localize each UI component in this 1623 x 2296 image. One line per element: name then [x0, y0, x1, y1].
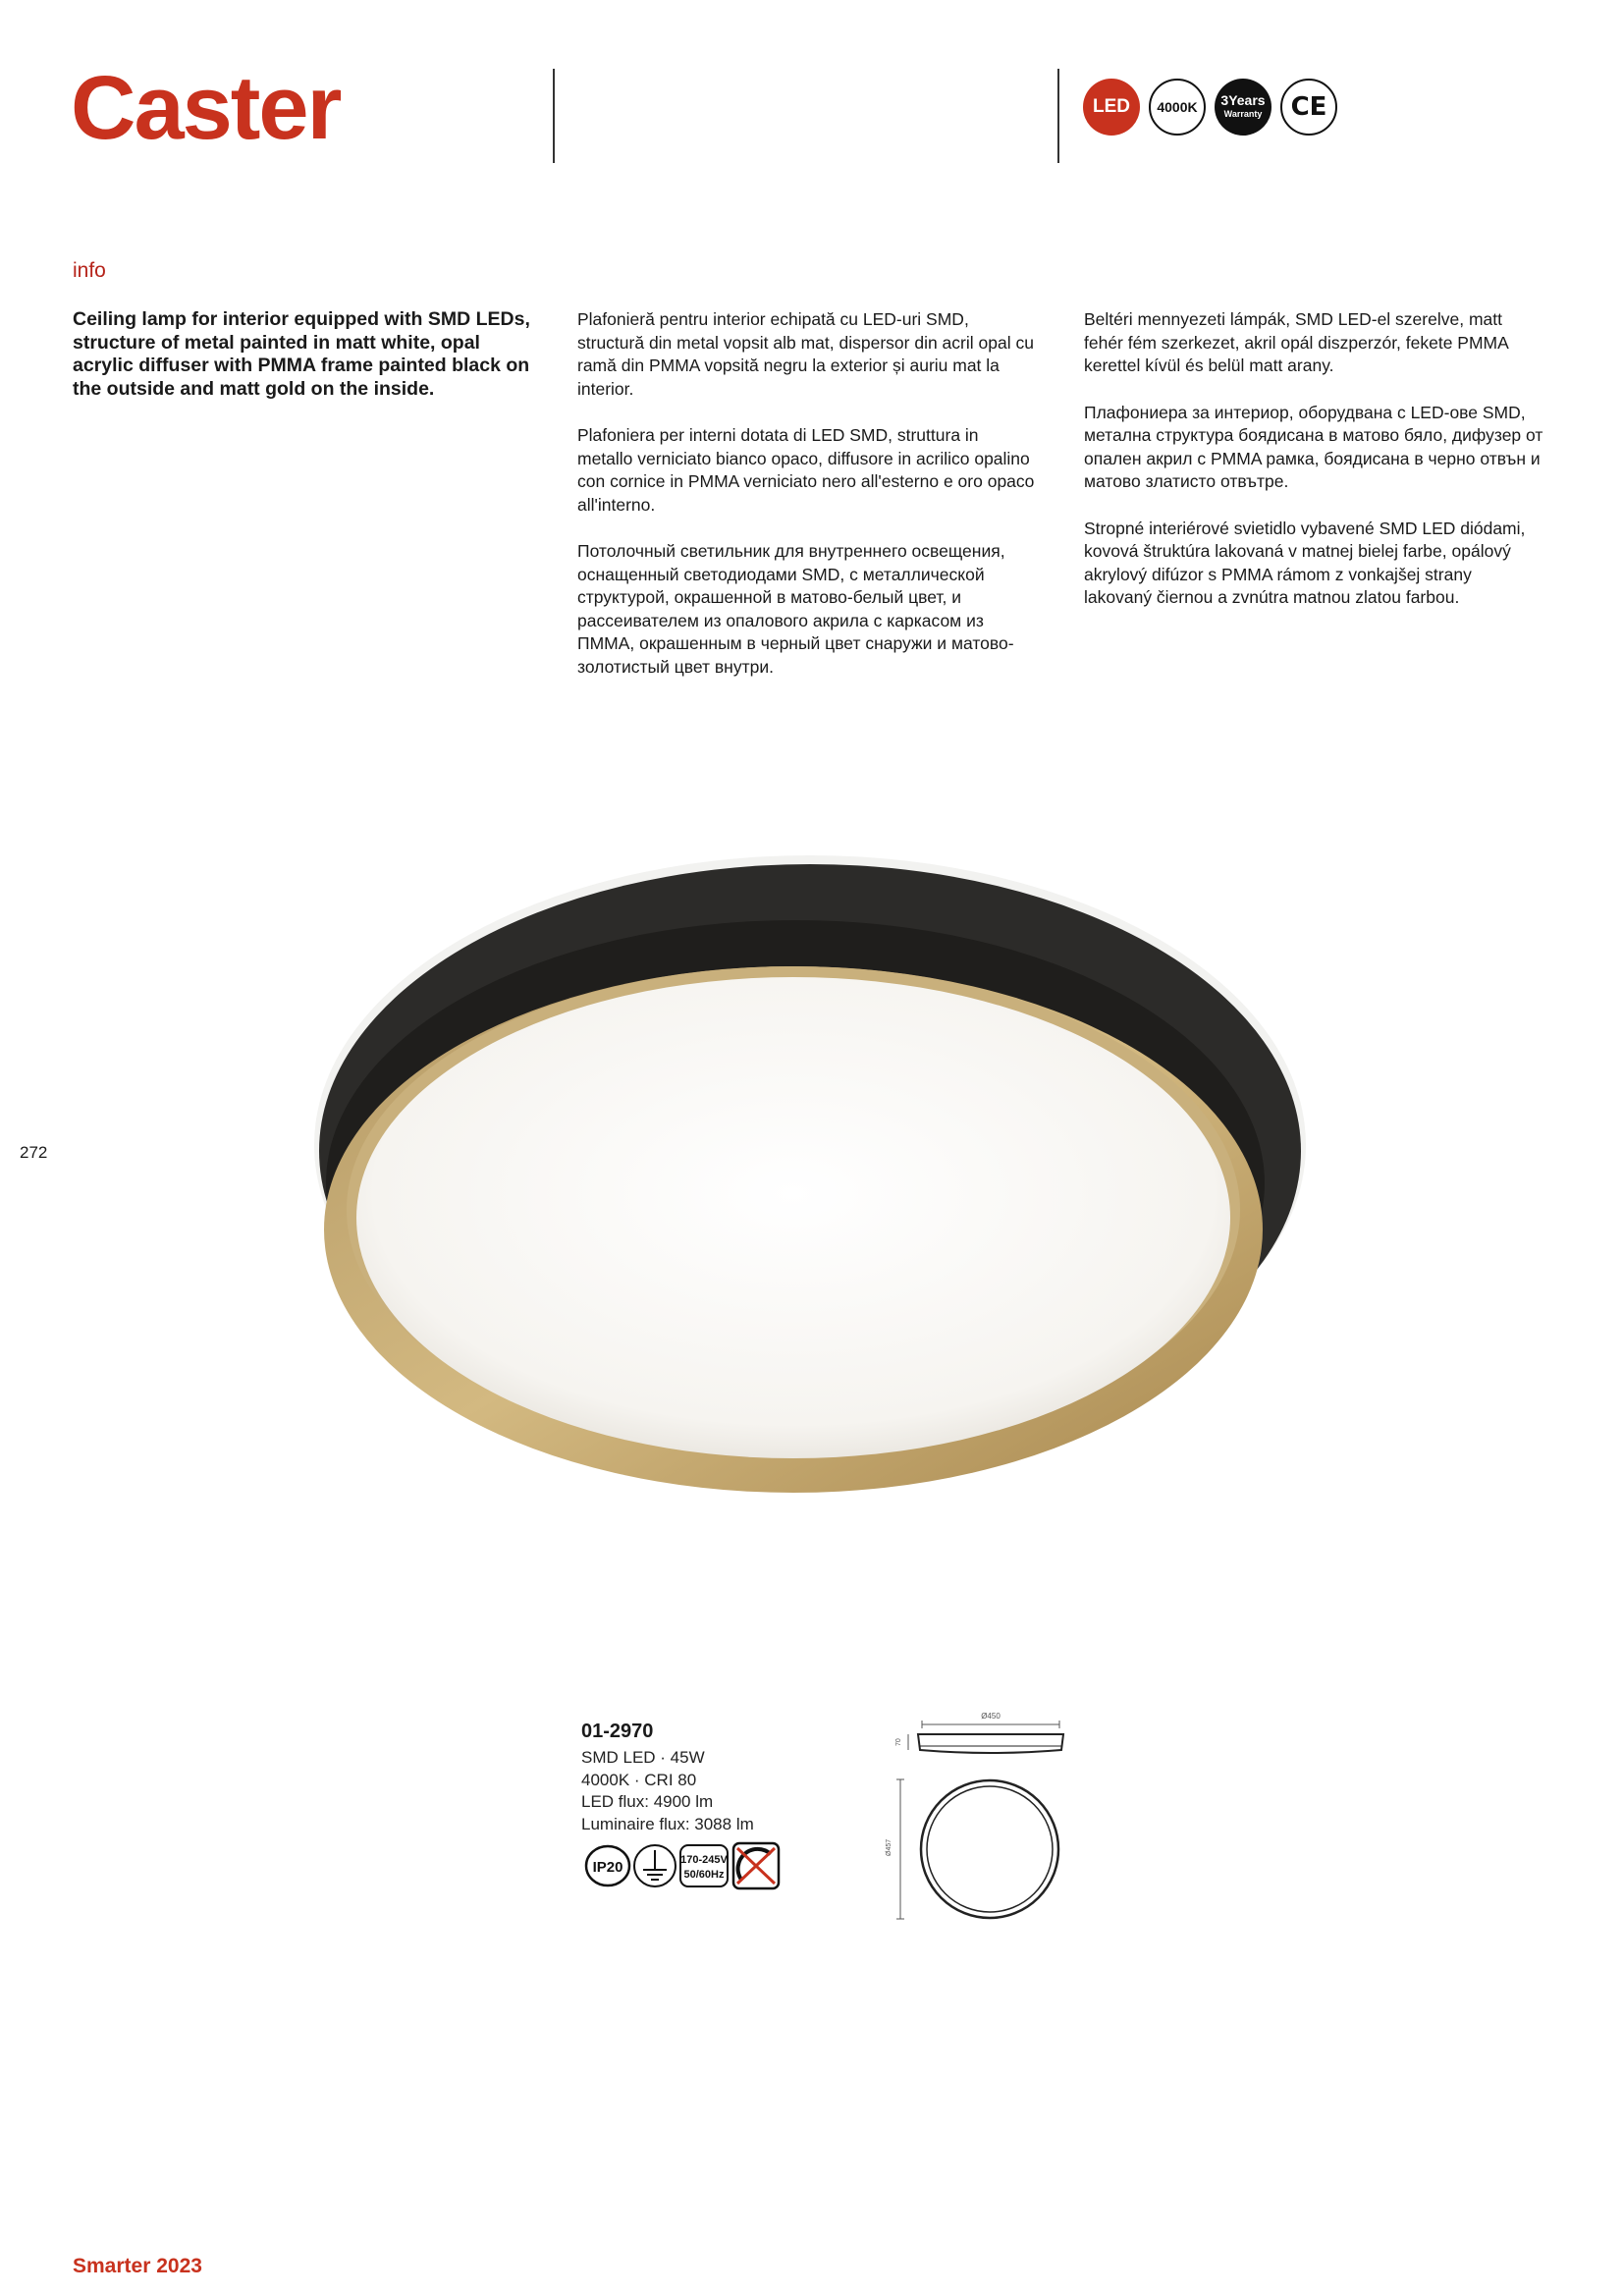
description-ru: Потолочный светильник для внутреннего освещения, оснащенный светодиодами SMD, с металлической структурой, окрашенной в матово-белый цвет, и рассеивателем из опалового акрила с каркасом из ПММА, окрашенным в черный цвет снаружи и матово-золотистый цвет внутри. [577, 541, 1014, 677]
spec-line: 4000K · CRI 80 [581, 1770, 697, 1789]
description-ro: Plafonieră pentru interior echipată cu LED-uri SMD, structură din metal vopsit alb mat, dispersor din acril opal cu ramă din PMMA vopsită negru la exterior și auriu mat la interior. [577, 309, 1034, 399]
page-title: Caster [71, 58, 341, 158]
color-temp-label: 4000K [1157, 99, 1198, 115]
header-divider [553, 69, 555, 163]
description-en: Ceiling lamp for interior equipped with SMD LEDs, structure of metal painted in matt white, opal acrylic diffuser with PMMA frame painted black on the outside and matt gold on the inside. [73, 308, 530, 400]
color-temp-badge [1149, 79, 1206, 136]
ip-rating-label: IP20 [592, 1859, 623, 1876]
diameter-side-label: Ø457 [886, 1838, 893, 1856]
info-heading: info [73, 259, 106, 282]
lamp-photo [275, 845, 1355, 1591]
description-column-2 [577, 308, 1037, 702]
voltage-icon [680, 1845, 729, 1886]
product-spec-block [581, 1721, 754, 1835]
description-bg: Плафониера за интериор, оборудвана с LED-ове SMD, метална структура боядисана в матово бяло, дифузер от опален акрил с PMMA рамка, боядисана в черно отвън и матово златисто отвътре. [1084, 402, 1543, 491]
warranty-main-label: 3Years [1220, 92, 1266, 108]
description-it: Plafoniera per interni dotata di LED SMD, struttura in metallo verniciato bianco opaco, diffusore in acrilico opalino con cornice in PMMA verniciato nero all'esterno e oro opaco all'interno. [577, 425, 1035, 515]
certification-symbols [584, 1840, 790, 1891]
warranty-sub-label: Warranty [1223, 109, 1263, 119]
height-label: 70 [895, 1738, 902, 1746]
frequency-label: 50/60Hz [683, 1869, 725, 1881]
led-badge-label: LED [1093, 96, 1130, 117]
description-column-en [73, 308, 532, 424]
description-column-3 [1084, 308, 1543, 633]
product-code: 01-2970 [581, 1721, 654, 1742]
led-badge [1083, 79, 1140, 136]
ce-mark-label: CE [1290, 92, 1327, 122]
voltage-label: 170-245V [680, 1854, 728, 1866]
spec-line: Luminaire flux: 3088 lm [581, 1814, 754, 1833]
diameter-top-label: Ø450 [981, 1712, 1001, 1721]
ip-rating-icon [586, 1846, 629, 1886]
ground-icon [634, 1845, 676, 1886]
header-divider [1057, 69, 1059, 163]
ce-mark-icon [1280, 79, 1337, 136]
spec-line: LED flux: 4900 lm [581, 1792, 714, 1811]
technical-drawing [879, 1709, 1075, 1935]
spec-line: SMD LED · 45W [581, 1748, 705, 1767]
no-dimmer-icon [733, 1843, 779, 1888]
footer-brand: Smarter 2023 [73, 2255, 202, 2277]
description-sk: Stropné interiérové svietidlo vybavené SMD LED diódami, kovová štruktúra lakovaná v matnej bielej farbe, opálový akrylový difúzor s PMMA rámom z vonkajšej strany lakovaný čiernou a zvnútra matnou zlatou farbou. [1084, 518, 1526, 607]
warranty-badge [1215, 79, 1271, 136]
description-hu: Beltéri mennyezeti lámpák, SMD LED-el szerelve, matt fehér fém szerkezet, akril opál diszperzór, fekete PMMA kerettel kívül és belül matt arany. [1084, 309, 1508, 375]
page-number: 272 [20, 1143, 48, 1162]
